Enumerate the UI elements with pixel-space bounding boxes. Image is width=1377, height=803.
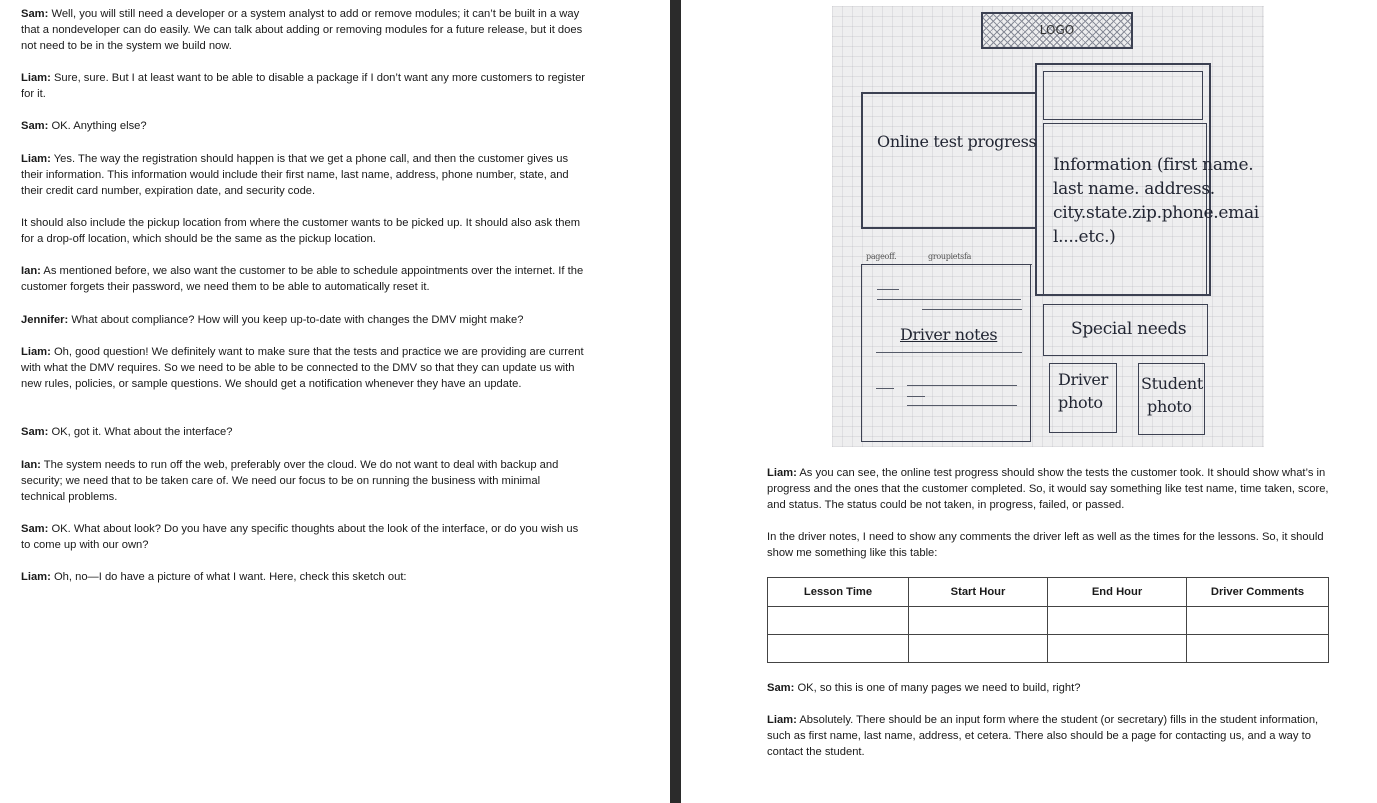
table-row [768, 635, 1329, 663]
sketch-driver-notes-box [861, 264, 1031, 442]
paragraph-text: OK. What about look? Do you have any specific thoughts about the look of the interface, or do you wish us to come up with our own? [21, 523, 579, 551]
dialogue-paragraph [21, 151, 586, 199]
column-header: Driver Comments [1187, 578, 1329, 607]
sketch-tab-label: pageoff. [866, 252, 897, 261]
dialogue-paragraph [21, 118, 586, 134]
paragraph-text: As you can see, the online test progress should show the tests the customer took. It should show what’s in progress and the ones that the customer completed. So, it would say something like test name, time taken, score, and status. The status could be not taken, in progress, failed, or passed. [767, 467, 1329, 511]
sketch-student-photo-box [1138, 363, 1205, 435]
dialogue-paragraph [767, 712, 1337, 760]
table-cell [909, 607, 1048, 635]
paragraph-text: OK. Anything else? [48, 120, 147, 132]
sketch-info-line: city.state.zip.phone.emai [1053, 203, 1259, 223]
speaker-name: Liam: [767, 714, 797, 726]
speaker-name: Liam: [21, 346, 51, 358]
left-document-page [0, 0, 670, 803]
paragraph-text: OK, got it. What about the interface? [48, 426, 233, 438]
speaker-name: Sam: [21, 8, 49, 20]
sketch-special-needs-label: Special needs [1071, 319, 1187, 339]
table-header-row [768, 578, 1329, 607]
dialogue-paragraph [21, 569, 586, 585]
column-header: Lesson Time [768, 578, 909, 607]
table-cell [1048, 607, 1187, 635]
ui-sketch-image [832, 6, 1264, 447]
speaker-name: Sam: [21, 426, 49, 438]
dialogue-paragraph [767, 529, 1337, 561]
sketch-driver-photo-label: photo [1058, 393, 1103, 412]
sketch-online-test-progress-label: Online test progress [877, 132, 1037, 151]
sketch-line [877, 289, 899, 290]
dialogue-paragraph [21, 70, 586, 102]
sketch-student-photo-label: photo [1147, 397, 1192, 416]
speaker-name: Sam: [21, 523, 49, 535]
sketch-information-box [1043, 123, 1259, 295]
table-cell [768, 635, 909, 663]
speaker-name: Liam: [767, 467, 797, 479]
speaker-name: Ian: [21, 459, 41, 471]
table-cell [1187, 635, 1329, 663]
sketch-special-needs-box [1043, 304, 1208, 356]
sketch-line [876, 352, 1022, 353]
dialogue-paragraph [21, 215, 586, 247]
table-cell [1187, 607, 1329, 635]
sketch-line [907, 385, 1017, 386]
sketch-logo-text: LOGO [1039, 23, 1075, 37]
column-header: Start Hour [909, 578, 1048, 607]
dialogue-paragraph [21, 521, 586, 553]
dialogue-paragraph [21, 424, 586, 440]
paragraph-text: Yes. The way the registration should happen is that we get a phone call, and then the customer gives us their information. This information would include their first name, last name, address, phone number, state, and their credit card number, expiration date, and security code. [21, 153, 569, 197]
dialogue-paragraph [21, 312, 586, 328]
sketch-online-test-progress-box [861, 92, 1037, 229]
paragraph-text: The system needs to run off the web, preferably over the cloud. We do not want to deal with backup and security; we need that to be taken care of. We need our focus to be on running the business with minimal technical problems. [21, 459, 559, 503]
sketch-line [907, 396, 925, 397]
dialogue-paragraph [21, 6, 586, 54]
sketch-tab-label: groupietsfa [928, 252, 972, 261]
sketch-line [877, 299, 1021, 300]
dialogue-paragraph [767, 465, 1337, 513]
driver-notes-table [767, 577, 1329, 663]
dialogue-paragraph [21, 344, 586, 392]
paragraph-text: Oh, no—I do have a picture of what I want. Here, check this sketch out: [50, 571, 407, 583]
dialogue-paragraph [767, 680, 1337, 696]
right-document-page [681, 0, 1377, 803]
paragraph-text: What about compliance? How will you keep up-to-date with changes the DMV might make? [68, 314, 524, 326]
paragraph-text: Well, you will still need a developer or a system analyst to add or remove modules; it can’t be built in a way that a nondeveloper can do easily. We can talk about adding or removing modules for a future release, but it does not need to be in the system we build now. [21, 8, 583, 52]
sketch-info-line: l....etc.) [1053, 227, 1116, 247]
speaker-name: Liam: [21, 72, 51, 84]
column-header: End Hour [1048, 578, 1187, 607]
paragraph-text: In the driver notes, I need to show any comments the driver left as well as the times for the lessons. So, it should show me something like this table: [767, 531, 1324, 559]
table-row [768, 607, 1329, 635]
sketch-line [922, 309, 1022, 310]
paragraph-text: Sure, sure. But I at least want to be able to disable a package if I don’t want any more customers to register for it. [21, 72, 586, 100]
dialogue-paragraph [21, 457, 586, 505]
paragraph-text: Oh, good question! We definitely want to make sure that the tests and practice we are providing are current with what the DMV requires. So we need to be able to be connected to the DMV so that they can update us with new rules, policies, or sample questions. We should get a notification whenever they have an update. [21, 346, 584, 390]
speaker-name: Liam: [21, 153, 51, 165]
dialogue-paragraph [21, 263, 586, 295]
sketch-driver-notes-label: Driver notes [900, 325, 998, 344]
speaker-name: Liam: [21, 571, 51, 583]
sketch-info-line: last name. address. [1053, 179, 1215, 199]
paragraph-text: OK, so this is one of many pages we need to build, right? [794, 682, 1081, 694]
speaker-name: Sam: [767, 682, 795, 694]
sketch-driver-photo-box [1049, 363, 1117, 433]
speaker-name: Sam: [21, 120, 49, 132]
paragraph-text: It should also include the pickup location from where the customer wants to be picked up. It should also ask them for a drop-off location, which should be the same as the pickup location. [21, 217, 581, 245]
sketch-driver-photo-label: Driver [1058, 370, 1108, 389]
table-cell [909, 635, 1048, 663]
paragraph-text: Absolutely. There should be an input form where the student (or secretary) fills in the student information, such as first name, last name, address, et cetera. There also should be a page for contacting us, and a way to contact the student. [767, 714, 1319, 758]
sketch-line [907, 405, 1017, 406]
table-cell [1048, 635, 1187, 663]
page-divider [670, 0, 681, 803]
sketch-line [876, 388, 894, 389]
table-cell [768, 607, 909, 635]
sketch-info-line: Information (first name. [1053, 155, 1254, 175]
sketch-header-box [1043, 71, 1203, 120]
speaker-name: Jennifer: [21, 314, 69, 326]
speaker-name: Ian: [21, 265, 41, 277]
sketch-student-photo-label: Student [1141, 374, 1204, 393]
paragraph-text: As mentioned before, we also want the customer to be able to schedule appointments over the internet. If the customer forgets their password, we need them to be able to automatically reset it. [21, 265, 584, 293]
sketch-logo-box [981, 12, 1133, 49]
